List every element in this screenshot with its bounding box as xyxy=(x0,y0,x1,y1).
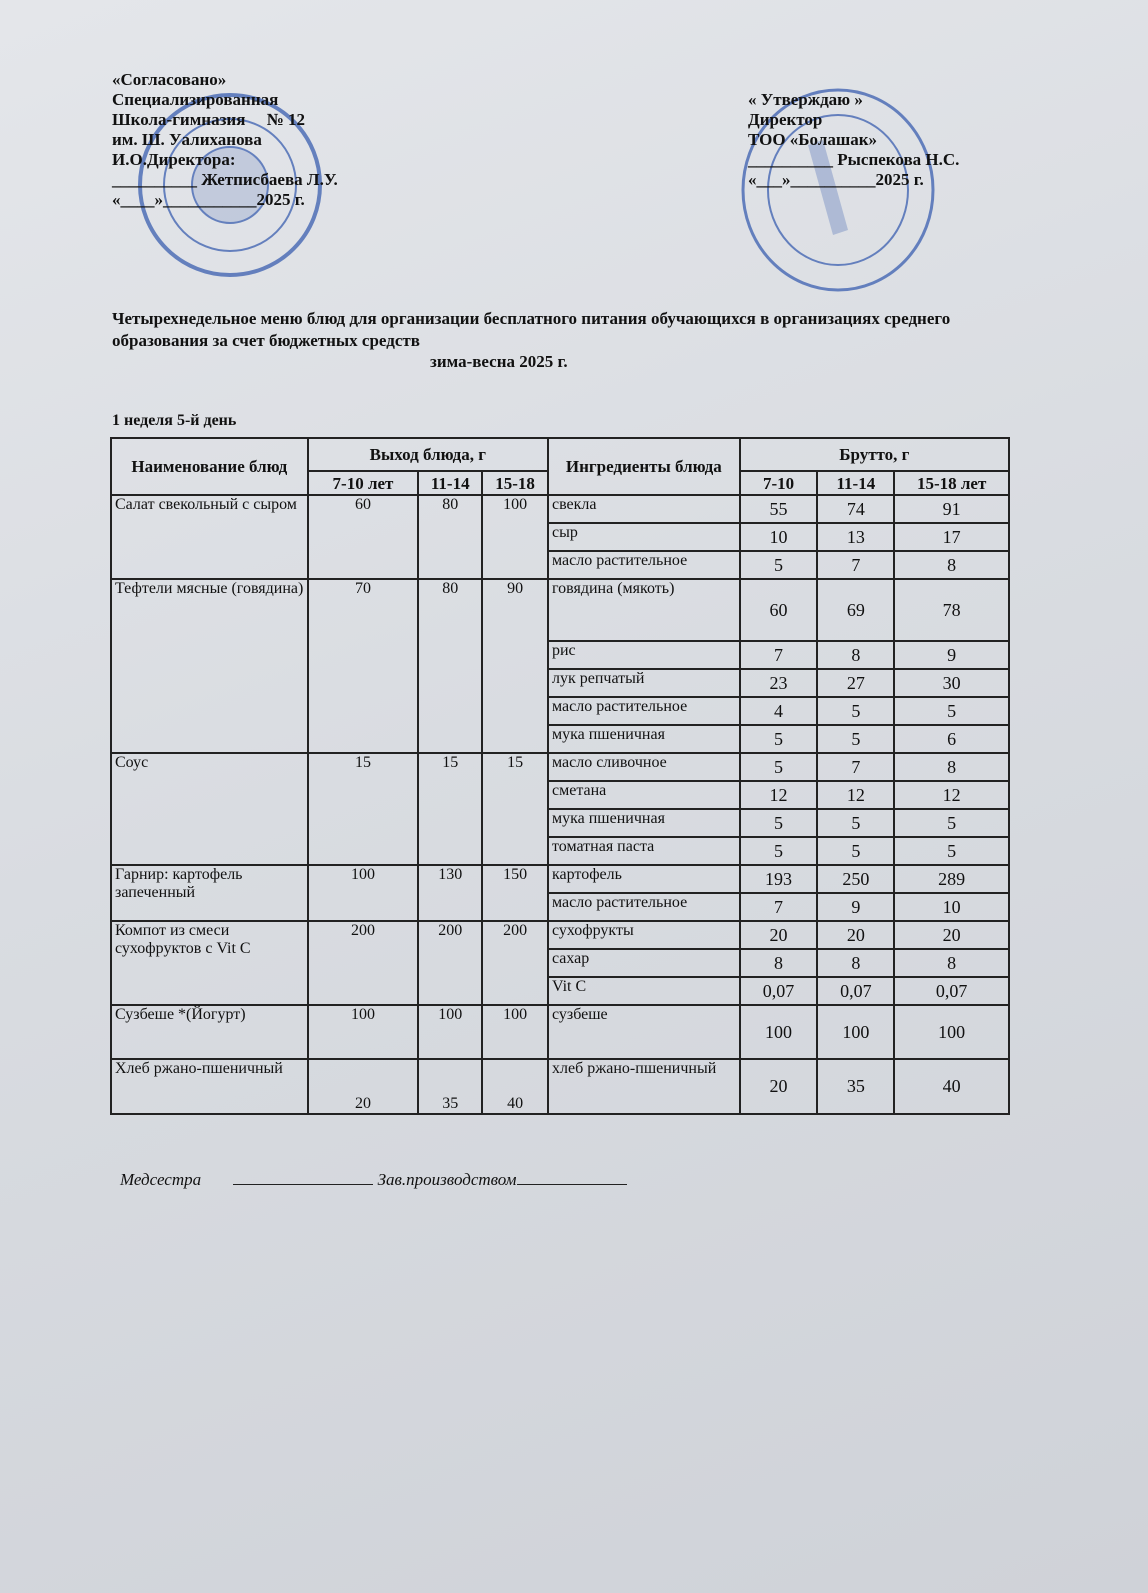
dish-yield: 60 xyxy=(308,495,419,579)
ingredient-gross: 289 xyxy=(894,865,1009,893)
dish-yield: 200 xyxy=(418,921,482,1005)
ingredient-gross: 30 xyxy=(894,669,1009,697)
dish-yield: 130 xyxy=(418,865,482,921)
ingredient-gross: 6 xyxy=(894,725,1009,753)
production-label: Зав.производством xyxy=(377,1170,517,1189)
ingredient-name: сузбеше xyxy=(548,1005,740,1059)
dish-yield: 200 xyxy=(308,921,419,1005)
production-signature-line xyxy=(517,1170,627,1185)
ingredient-name: хлеб ржано-пшеничный xyxy=(548,1059,740,1114)
ingredient-name: рис xyxy=(548,641,740,669)
ingredient-gross: 7 xyxy=(817,551,894,579)
dish-name: Тефтели мясные (говядина) xyxy=(111,579,308,753)
dish-yield: 100 xyxy=(418,1005,482,1059)
approval-right: « Утверждаю » Директор ТОО «Болашак» __________ Рыспекова Н.С. «___»__________2025 г. xyxy=(748,90,960,189)
ingredient-gross: 5 xyxy=(817,837,894,865)
dish-yield: 100 xyxy=(482,495,548,579)
ingredient-gross: 20 xyxy=(740,921,818,949)
dish-yield: 200 xyxy=(482,921,548,1005)
ingredient-gross: 69 xyxy=(817,579,894,641)
ingredient-gross: 8 xyxy=(740,949,818,977)
ingredient-gross: 7 xyxy=(740,641,818,669)
ingredient-name: лук репчатый xyxy=(548,669,740,697)
ingredient-gross: 20 xyxy=(894,921,1009,949)
document-title: Четырехнедельное меню блюд для организации бесплатного питания обучающихся в организациях среднего образования за счет бюджетных средств xyxy=(112,309,951,350)
dish-yield: 40 xyxy=(482,1059,548,1114)
ingredient-gross: 5 xyxy=(740,837,818,865)
ingredient-name: свекла xyxy=(548,495,740,523)
ingredient-name: картофель xyxy=(548,865,740,893)
menu-table xyxy=(110,437,1010,1115)
ingredient-gross: 5 xyxy=(894,697,1009,725)
table-row xyxy=(111,1059,1009,1114)
approval-left: «Согласовано» Специализированная Школа-гимназия № 12 им. Ш. Уалиханова И.О.Директора: __________ Жетписбаева Л.У. «____»___________2025 г. xyxy=(112,70,338,209)
dish-yield: 15 xyxy=(418,753,482,865)
dish-yield: 100 xyxy=(482,1005,548,1059)
ingredient-gross: 193 xyxy=(740,865,818,893)
table-row xyxy=(111,495,1009,523)
dish-yield: 15 xyxy=(308,753,419,865)
ingredient-gross: 9 xyxy=(817,893,894,921)
ingredient-gross: 60 xyxy=(740,579,818,641)
ingredient-name: Vit C xyxy=(548,977,740,1005)
signatures xyxy=(120,1170,627,1190)
header-yield-age: 7-10 лет xyxy=(308,471,419,495)
header-yield-age: 15-18 xyxy=(482,471,548,495)
dish-name: Компот из смеси сухофруктов с Vit C xyxy=(111,921,308,1005)
dish-yield: 15 xyxy=(482,753,548,865)
ingredient-gross: 10 xyxy=(894,893,1009,921)
ingredient-gross: 4 xyxy=(740,697,818,725)
dish-yield: 35 xyxy=(418,1059,482,1114)
ingredient-gross: 8 xyxy=(894,753,1009,781)
ingredient-gross: 250 xyxy=(817,865,894,893)
ingredient-gross: 9 xyxy=(894,641,1009,669)
ingredient-gross: 5 xyxy=(817,697,894,725)
ingredient-gross: 100 xyxy=(817,1005,894,1059)
ingredient-gross: 5 xyxy=(740,753,818,781)
ingredient-gross: 7 xyxy=(740,893,818,921)
header-ingredients: Ингредиенты блюда xyxy=(548,438,740,495)
ingredient-gross: 0,07 xyxy=(740,977,818,1005)
ingredient-gross: 12 xyxy=(740,781,818,809)
ingredient-gross: 20 xyxy=(740,1059,818,1114)
ingredient-gross: 5 xyxy=(817,725,894,753)
ingredient-gross: 12 xyxy=(894,781,1009,809)
ingredient-gross: 74 xyxy=(817,495,894,523)
ingredient-gross: 5 xyxy=(740,809,818,837)
ingredient-gross: 100 xyxy=(894,1005,1009,1059)
ingredient-gross: 5 xyxy=(817,809,894,837)
ingredient-name: мука пшеничная xyxy=(548,725,740,753)
ingredient-gross: 100 xyxy=(740,1005,818,1059)
ingredient-gross: 8 xyxy=(817,641,894,669)
ingredient-name: масло растительное xyxy=(548,697,740,725)
ingredient-name: сахар xyxy=(548,949,740,977)
ingredient-name: говядина (мякоть) xyxy=(548,579,740,641)
dish-yield: 150 xyxy=(482,865,548,921)
table-row xyxy=(111,1005,1009,1059)
header-gross-age: 15-18 лет xyxy=(894,471,1009,495)
ingredient-gross: 55 xyxy=(740,495,818,523)
ingredient-name: сыр xyxy=(548,523,740,551)
table-row xyxy=(111,921,1009,949)
header-yield-age: 11-14 xyxy=(418,471,482,495)
ingredient-gross: 0,07 xyxy=(894,977,1009,1005)
ingredient-gross: 8 xyxy=(894,949,1009,977)
ingredient-gross: 5 xyxy=(740,551,818,579)
nurse-label: Медсестра xyxy=(120,1170,202,1189)
table-row xyxy=(111,579,1009,641)
dish-name: Гарнир: картофель запеченный xyxy=(111,865,308,921)
dish-name: Сузбеше *(Йогурт) xyxy=(111,1005,308,1059)
ingredient-gross: 5 xyxy=(894,837,1009,865)
ingredient-gross: 20 xyxy=(817,921,894,949)
header-name: Наименование блюд xyxy=(111,438,308,495)
dish-yield: 100 xyxy=(308,865,419,921)
ingredient-gross: 12 xyxy=(817,781,894,809)
dish-name: Соус xyxy=(111,753,308,865)
ingredient-gross: 78 xyxy=(894,579,1009,641)
ingredient-gross: 27 xyxy=(817,669,894,697)
week-day: 1 неделя 5-й день xyxy=(112,412,237,429)
dish-yield: 20 xyxy=(308,1059,419,1114)
dish-yield: 80 xyxy=(418,495,482,579)
ingredient-name: мука пшеничная xyxy=(548,809,740,837)
dish-yield: 100 xyxy=(308,1005,419,1059)
header-gross-age: 7-10 xyxy=(740,471,818,495)
season: зима-весна 2025 г. xyxy=(430,352,568,371)
dish-yield: 90 xyxy=(482,579,548,753)
table-row xyxy=(111,753,1009,781)
ingredient-gross: 7 xyxy=(817,753,894,781)
ingredient-gross: 10 xyxy=(740,523,818,551)
ingredient-gross: 91 xyxy=(894,495,1009,523)
dish-name: Салат свекольный с сыром xyxy=(111,495,308,579)
nurse-signature-line xyxy=(233,1170,373,1185)
ingredient-gross: 0,07 xyxy=(817,977,894,1005)
ingredient-gross: 5 xyxy=(894,809,1009,837)
header-yield: Выход блюда, г xyxy=(308,438,548,471)
ingredient-gross: 35 xyxy=(817,1059,894,1114)
ingredient-gross: 8 xyxy=(894,551,1009,579)
ingredient-gross: 13 xyxy=(817,523,894,551)
ingredient-gross: 40 xyxy=(894,1059,1009,1114)
dish-name: Хлеб ржано-пшеничный xyxy=(111,1059,308,1114)
ingredient-name: масло растительное xyxy=(548,893,740,921)
ingredient-name: масло сливочное xyxy=(548,753,740,781)
ingredient-gross: 17 xyxy=(894,523,1009,551)
table-row xyxy=(111,865,1009,893)
ingredient-name: сметана xyxy=(548,781,740,809)
ingredient-gross: 23 xyxy=(740,669,818,697)
ingredient-gross: 8 xyxy=(817,949,894,977)
ingredient-name: сухофрукты xyxy=(548,921,740,949)
dish-yield: 70 xyxy=(308,579,419,753)
ingredient-gross: 5 xyxy=(740,725,818,753)
ingredient-name: томатная паста xyxy=(548,837,740,865)
header-gross: Брутто, г xyxy=(740,438,1009,471)
dish-yield: 80 xyxy=(418,579,482,753)
ingredient-name: масло растительное xyxy=(548,551,740,579)
header-gross-age: 11-14 xyxy=(817,471,894,495)
